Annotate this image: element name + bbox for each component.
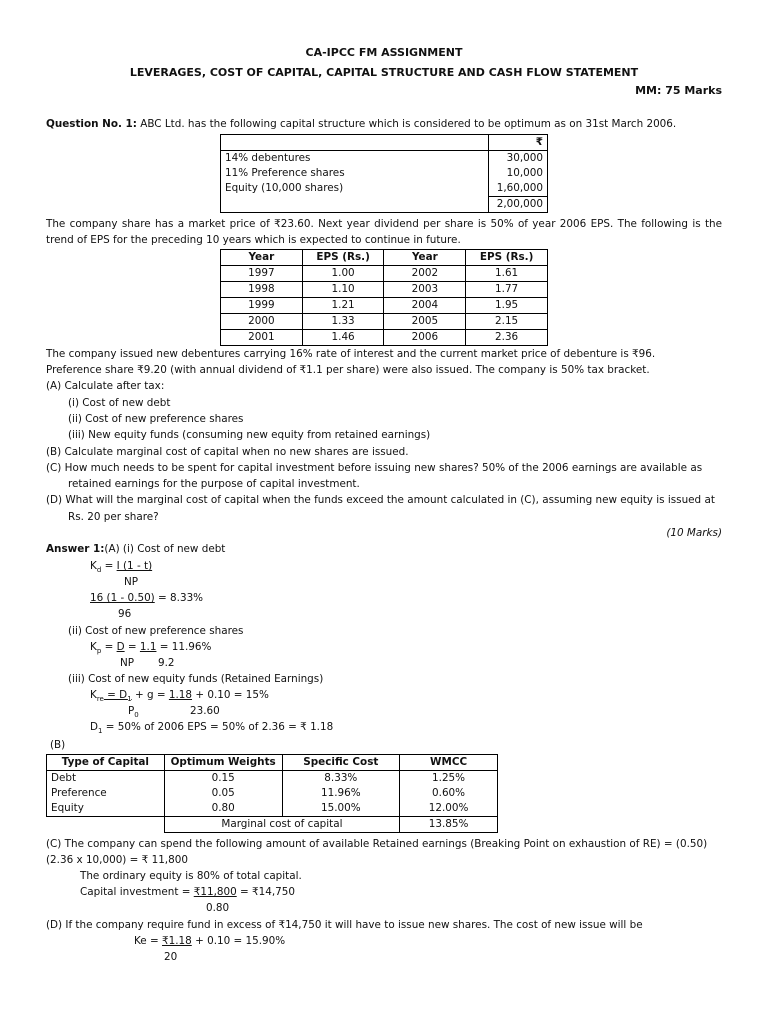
kre-subscript: re bbox=[96, 695, 104, 704]
item-d-line2: Rs. 20 per share? bbox=[68, 511, 159, 523]
answer-c-line2: (2.36 x 10,000) = ₹ 11,800 bbox=[46, 854, 188, 866]
wmcc-cell: 1.25% bbox=[400, 771, 498, 787]
kd-calc-denominator: 96 bbox=[118, 608, 132, 620]
capital-investment-label: Capital investment = bbox=[80, 886, 194, 898]
capital-item: Equity (10,000 shares) bbox=[221, 181, 489, 197]
item-a-iii: (iii) New equity funds (consuming new equity from retained earnings) bbox=[68, 429, 431, 441]
d1-text: = 50% of 2006 EPS = 50% of 2.36 = ₹ 1.18 bbox=[102, 721, 334, 733]
question-label: Question No. 1: bbox=[46, 118, 137, 130]
kd-calculation bbox=[90, 592, 203, 604]
kd-calc-result: = 8.33% bbox=[154, 592, 204, 604]
mcc-label: Marginal cost of capital bbox=[164, 817, 399, 833]
eps-cell: 1998 bbox=[221, 282, 303, 298]
capital-item bbox=[221, 197, 489, 213]
table-row bbox=[221, 298, 548, 314]
kre-d: = D bbox=[103, 689, 128, 701]
eps-cell: 1999 bbox=[221, 298, 303, 314]
kp-92: 9.2 bbox=[158, 657, 175, 669]
capital-investment-result: = ₹14,750 bbox=[236, 886, 295, 898]
eps-header: Year bbox=[221, 250, 303, 266]
currency-header: ₹ bbox=[489, 135, 548, 151]
answer-ii-heading: (ii) Cost of new preference shares bbox=[68, 625, 244, 637]
equals: = bbox=[104, 560, 117, 572]
eps-header: EPS (Rs.) bbox=[302, 250, 384, 266]
item-a-ii: (ii) Cost of new preference shares bbox=[68, 413, 244, 425]
eps-cell: 2006 bbox=[384, 330, 466, 346]
eps-cell: 2005 bbox=[384, 314, 466, 330]
wmcc-header: Optimum Weights bbox=[164, 755, 282, 771]
capital-item: 11% Preference shares bbox=[221, 166, 489, 181]
eps-cell: 2004 bbox=[384, 298, 466, 314]
eps-cell: 1.10 bbox=[302, 282, 384, 298]
kp-numerator: 1.1 bbox=[139, 641, 157, 653]
wmcc-cell: Preference bbox=[47, 786, 165, 801]
kre-p0 bbox=[128, 705, 139, 719]
item-b: (B) Calculate marginal cost of capital when no new shares are issued. bbox=[46, 446, 409, 458]
answer-label: Answer 1: bbox=[46, 543, 105, 555]
ke-label: Ke = bbox=[134, 935, 163, 947]
p-subscript: 0 bbox=[134, 711, 139, 720]
capital-amount: 10,000 bbox=[489, 166, 548, 181]
answer-d-line1: (D) If the company require fund in excess of ₹14,750 it will have to issue new shares. The cost of new issue will be bbox=[46, 919, 643, 931]
answer-d-line3: 20 bbox=[164, 951, 178, 963]
wmcc-table bbox=[46, 754, 498, 833]
wmcc-header: WMCC bbox=[400, 755, 498, 771]
kre-result: + 0.10 = 15% bbox=[192, 689, 269, 701]
capital-investment-numerator: ₹11,800 bbox=[193, 886, 237, 898]
d-subscript: 1 bbox=[98, 727, 103, 736]
item-d-line1: (D) What will the marginal cost of capital when the funds exceed the amount calculated in (C), assuming new equity is issued at bbox=[46, 494, 715, 506]
kp-result: = 11.96% bbox=[156, 641, 212, 653]
eps-header: EPS (Rs.) bbox=[466, 250, 548, 266]
wmcc-cell: 12.00% bbox=[400, 801, 498, 817]
capital-amount: 1,60,000 bbox=[489, 181, 548, 197]
eps-cell: 1.00 bbox=[302, 266, 384, 282]
table-row bbox=[221, 266, 548, 282]
kp-d: D bbox=[116, 641, 125, 653]
kre-g: + g bbox=[131, 689, 154, 701]
wmcc-cell: 8.33% bbox=[282, 771, 400, 787]
item-a-i: (i) Cost of new debt bbox=[68, 397, 171, 409]
kp-symbol: K bbox=[90, 641, 97, 653]
equals: = bbox=[101, 641, 117, 653]
kp-subscript: p bbox=[96, 647, 102, 656]
kd-formula bbox=[90, 560, 152, 574]
kd-symbol: K bbox=[90, 560, 97, 572]
ke-numerator: ₹1.18 bbox=[162, 935, 192, 947]
wmcc-cell: 0.05 bbox=[164, 786, 282, 801]
equals: = bbox=[153, 689, 169, 701]
eps-cell: 2002 bbox=[384, 266, 466, 282]
max-marks: MM: 75 Marks bbox=[635, 84, 722, 97]
question-1-intro bbox=[46, 118, 676, 130]
kd-denominator: NP bbox=[124, 576, 139, 588]
table-row bbox=[47, 801, 498, 817]
table-row bbox=[221, 314, 548, 330]
item-a: (A) Calculate after tax: bbox=[46, 380, 165, 392]
wmcc-header: Specific Cost bbox=[282, 755, 400, 771]
doc-subtitle: LEVERAGES, COST OF CAPITAL, CAPITAL STRUCTURE AND CASH FLOW STATEMENT bbox=[129, 66, 639, 79]
eps-trend-table bbox=[220, 249, 548, 346]
question-text: ABC Ltd. has the following capital structure which is considered to be optimum as on 31st March 2006. bbox=[140, 118, 677, 130]
capital-item: 14% debentures bbox=[221, 151, 489, 167]
kre-d-subscript: 1 bbox=[127, 695, 132, 704]
capital-total: 2,00,000 bbox=[489, 197, 548, 213]
question-marks: (10 Marks) bbox=[666, 527, 722, 539]
p-symbol: P bbox=[128, 705, 135, 717]
eps-cell: 1.46 bbox=[302, 330, 384, 346]
kre-formula bbox=[90, 689, 269, 703]
table-row bbox=[221, 330, 548, 346]
answer-b-label: (B) bbox=[50, 739, 66, 751]
eps-cell: 2001 bbox=[221, 330, 303, 346]
answer-c-line1: (C) The company can spend the following amount of available Retained earnings (Breaking Point on exhaustion of RE) = (0.50) bbox=[46, 838, 708, 850]
answer-iii-heading: (iii) Cost of new equity funds (Retained Earnings) bbox=[68, 673, 324, 685]
eps-cell: 1.77 bbox=[466, 282, 548, 298]
wmcc-cell: 0.15 bbox=[164, 771, 282, 787]
eps-cell: 1997 bbox=[221, 266, 303, 282]
answer-c-line3: The ordinary equity is 80% of total capital. bbox=[80, 870, 302, 882]
eps-cell: 2000 bbox=[221, 314, 303, 330]
eps-cell: 1.21 bbox=[302, 298, 384, 314]
para-preference: Preference share ₹9.20 (with annual dividend of ₹1.1 per share) were also issued. The company is 50% tax bracket. bbox=[46, 364, 650, 376]
d-symbol: D bbox=[90, 721, 99, 733]
wmcc-cell: 0.60% bbox=[400, 786, 498, 801]
item-c-line2: retained earnings for the purpose of capital investment. bbox=[68, 478, 360, 490]
eps-cell: 1.95 bbox=[466, 298, 548, 314]
ke-result: + 0.10 = 15.90% bbox=[191, 935, 286, 947]
table-row bbox=[221, 282, 548, 298]
answer-d-line2 bbox=[134, 935, 285, 947]
table-row bbox=[47, 771, 498, 787]
kp-np: NP bbox=[120, 657, 135, 669]
kp-formula bbox=[90, 641, 211, 655]
wmcc-cell: 0.80 bbox=[164, 801, 282, 817]
equals: = bbox=[124, 641, 140, 653]
eps-header: Year bbox=[384, 250, 466, 266]
wmcc-header: Type of Capital bbox=[47, 755, 165, 771]
answer-a-heading: (A) (i) Cost of new debt bbox=[104, 543, 226, 555]
kre-denominator: 23.60 bbox=[190, 705, 220, 717]
item-c-line1: (C) How much needs to be spent for capital investment before issuing new shares? 50% of the 2006 earnings are available as bbox=[46, 462, 703, 474]
doc-title: CA-IPCC FM ASSIGNMENT bbox=[305, 46, 463, 59]
kre-symbol: K bbox=[90, 689, 97, 701]
para-debentures: The company issued new debentures carrying 16% rate of interest and the current market price of debenture is ₹96. bbox=[46, 348, 656, 360]
answer-1-heading bbox=[46, 543, 225, 555]
table-row bbox=[47, 817, 498, 833]
capital-amount: 30,000 bbox=[489, 151, 548, 167]
para-market-price: The company share has a market price of ₹23.60. Next year dividend per share is 50% of year 2006 EPS. The following is the trend of EPS for the preceding 10 years which is expected to continue in future. bbox=[46, 218, 722, 246]
kd-subscript: d bbox=[96, 566, 102, 575]
eps-cell: 2003 bbox=[384, 282, 466, 298]
eps-cell: 2.15 bbox=[466, 314, 548, 330]
eps-cell: 2.36 bbox=[466, 330, 548, 346]
table-row bbox=[47, 786, 498, 801]
eps-cell: 1.61 bbox=[466, 266, 548, 282]
kd-numerator: I (1 - t) bbox=[116, 560, 153, 572]
kre-numerator: 1.18 bbox=[168, 689, 193, 701]
wmcc-cell: Debt bbox=[47, 771, 165, 787]
answer-c-line4 bbox=[80, 886, 295, 898]
wmcc-cell: 15.00% bbox=[282, 801, 400, 817]
wmcc-cell: Equity bbox=[47, 801, 165, 817]
kd-calc-numerator: 16 (1 - 0.50) bbox=[90, 592, 155, 604]
capital-structure-table bbox=[220, 134, 548, 213]
mcc-value: 13.85% bbox=[400, 817, 498, 833]
eps-cell: 1.33 bbox=[302, 314, 384, 330]
d1-line bbox=[90, 721, 333, 735]
answer-c-line5: 0.80 bbox=[206, 902, 230, 914]
wmcc-cell: 11.96% bbox=[282, 786, 400, 801]
